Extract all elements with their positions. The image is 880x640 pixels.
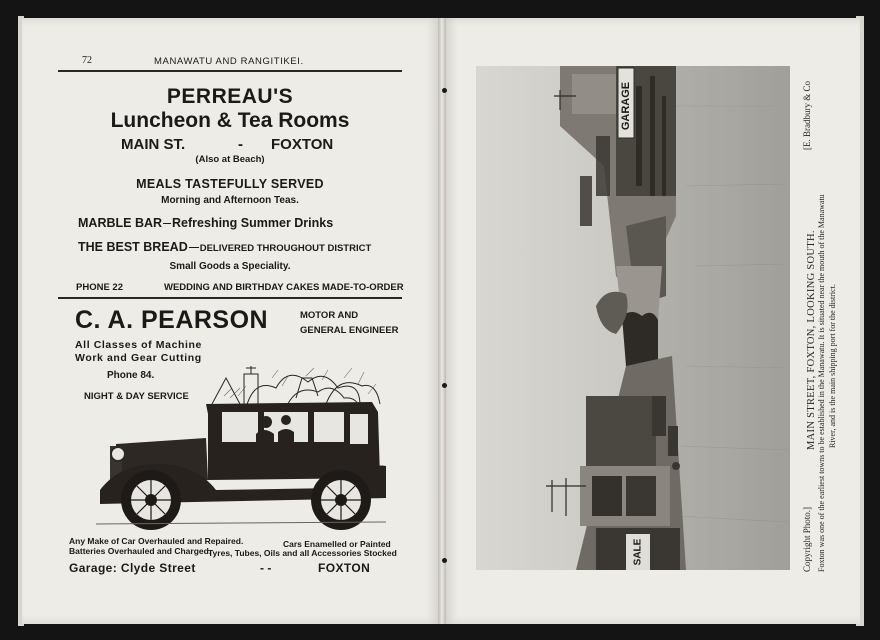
pearson-classes-line1: All Classes of Machine: [75, 339, 202, 351]
page-number: 72: [82, 55, 92, 66]
main-street-photo: [476, 66, 790, 570]
pearson-role-line2: GENERAL ENGINEER: [300, 325, 399, 336]
caption-copyright: Copyright Photo.]: [802, 506, 812, 572]
perreau-also-at-beach: (Also at Beach): [195, 154, 265, 165]
header-rule: [58, 70, 402, 72]
perreau-marble-bar: [78, 217, 333, 230]
caption-line1: Foxton was one of the earliest towns to be established in the Manawatu. It is situated near the mouth of the Manawatu: [817, 194, 826, 572]
pearson-classes-line2: Work and Gear Cutting: [75, 352, 202, 364]
pearson-name: C. A. PEARSON: [75, 306, 269, 334]
marble-bar-label: MARBLE BAR: [78, 216, 163, 230]
perreau-subtitle: Luncheon & Tea Rooms: [110, 109, 350, 132]
caption-credit: [E. Bradbury & Co: [802, 81, 812, 150]
book-gutter: [438, 18, 446, 624]
binding-hole: [442, 383, 447, 388]
pearson-role-line1: MOTOR AND: [300, 310, 359, 321]
pearson-enamel: Cars Enamelled or Painted: [283, 539, 391, 549]
pearson-repair-line2: Batteries Overhauled and Charged.: [69, 546, 212, 556]
perreau-small-goods: Small Goods a Speciality.: [169, 261, 291, 272]
perreau-meals: MEALS TASTEFULLY SERVED: [136, 177, 324, 191]
best-bread-label: THE BEST BREAD: [78, 240, 188, 254]
pearson-garage-separator: - -: [260, 561, 272, 575]
perreau-cakes: WEDDING AND BIRTHDAY CAKES MADE-TO-ORDER: [164, 282, 404, 293]
pearson-tyres: Tyres, Tubes, Oils and all Accessories Stocked: [208, 548, 397, 558]
running-head: MANAWATU AND RANGITIKEI.: [154, 56, 304, 67]
perreau-address-town: FOXTON: [271, 136, 334, 153]
perreau-teas: Morning and Afternoon Teas.: [161, 195, 299, 206]
ad-divider-rule: [58, 297, 402, 299]
refreshing-drinks: Refreshing Summer Drinks: [172, 216, 334, 230]
delivered-label: DELIVERED THROUGHOUT DISTRICT: [199, 243, 372, 254]
pearson-garage: Garage: Clyde Street: [69, 561, 196, 575]
binding-hole: [442, 88, 447, 93]
pearson-night-day-service: NIGHT & DAY SERVICE: [84, 391, 189, 402]
motor-car-illustration: [96, 338, 388, 534]
caption-title: MAIN STREET, FOXTON, LOOKING SOUTH.: [806, 230, 817, 450]
perreau-best-bread: [78, 241, 371, 254]
caption-line2: River, and is the main shipping port for the district.: [828, 284, 837, 448]
pearson-garage-town: FOXTON: [318, 561, 371, 575]
perreau-address-separator: -: [238, 136, 243, 153]
perreau-name: PERREAU'S: [166, 85, 294, 108]
pearson-repair-line1: Any Make of Car Overhauled and Repaired.: [69, 536, 244, 546]
pearson-phone: Phone 84.: [107, 370, 155, 381]
photo-sale-sign: SALE: [632, 538, 644, 566]
photo-garage-sign: GARAGE: [619, 81, 632, 131]
perreau-address-street: MAIN ST.: [121, 136, 186, 153]
perreau-phone: PHONE 22: [76, 282, 123, 293]
binding-hole: [442, 558, 447, 563]
